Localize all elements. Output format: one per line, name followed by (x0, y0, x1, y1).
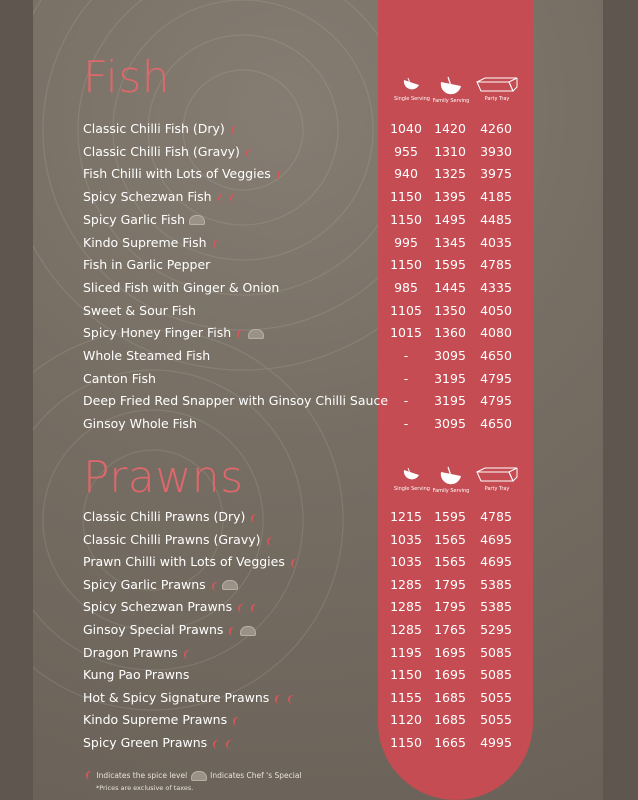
price-family: 1695 (434, 667, 466, 683)
party-tray-icon (467, 76, 527, 94)
dish-name (83, 667, 189, 682)
chili-icon: ❨ (209, 237, 221, 251)
chili-icon: ❨ (222, 738, 234, 751)
price-single: 1285 (390, 599, 422, 615)
chili-icon: ❨ (227, 124, 239, 137)
legend (84, 770, 302, 781)
dish-name (83, 690, 294, 705)
menu-row (0, 257, 638, 279)
dish-name-text: Deep Fried Red Snapper with Ginsoy Chilli Sauce (83, 393, 389, 409)
menu-row (0, 509, 638, 531)
price-family: 1345 (434, 234, 466, 250)
chili-icon: ❨ (284, 692, 296, 706)
price-family: 1795 (434, 576, 466, 592)
dish-name (83, 712, 240, 727)
chili-icon: ❨ (226, 625, 238, 638)
dish-name-text: Dragon Prawns (83, 644, 178, 660)
dish-name-text: Spicy Garlic Prawns (83, 576, 206, 592)
dish-name (83, 645, 190, 660)
dish-name-text: Spicy Garlic Fish (83, 211, 186, 227)
price-party: 4695 (480, 531, 512, 547)
chili-icon: ❨ (209, 738, 221, 751)
column-header-label: Family Serving (432, 488, 470, 494)
price-single: 1035 (390, 554, 422, 570)
price-single: 1285 (390, 576, 422, 592)
dish-name (83, 371, 156, 386)
dish-name (83, 166, 283, 181)
chili-icon: ❨ (287, 557, 299, 571)
price-single: 995 (394, 234, 418, 250)
menu-row (0, 554, 638, 576)
dish-name (83, 189, 236, 204)
price-single: 1150 (390, 189, 422, 205)
price-single: 1040 (390, 121, 422, 136)
menu-row (0, 348, 638, 370)
party-tray-icon (467, 466, 527, 484)
chili-icon: ❨ (226, 192, 238, 205)
dish-name (83, 393, 388, 408)
price-family: 1595 (434, 257, 466, 273)
chili-icon: ❨ (242, 146, 254, 160)
column-header-party (467, 76, 527, 102)
price-single: 1035 (390, 531, 422, 547)
price-single: 955 (394, 143, 418, 159)
price-party: 4785 (480, 257, 512, 273)
legend-spice-text: Indicates the spice level (96, 771, 188, 780)
menu-row (0, 645, 638, 667)
menu-row (0, 371, 638, 393)
dish-name (83, 577, 238, 592)
menu-row (0, 577, 638, 599)
price-single: 1150 (390, 211, 422, 227)
chef-hat-icon (240, 626, 256, 636)
dish-name (83, 622, 256, 637)
dish-name-text: Ginsoy Special Prawns (83, 622, 224, 637)
price-single: 1120 (390, 712, 422, 728)
price-single: 1105 (390, 302, 422, 318)
price-party: 3930 (480, 143, 512, 159)
dish-name-text: Spicy Schezwan Prawns (83, 599, 233, 615)
dish-name-text: Ginsoy Whole Fish (83, 416, 197, 432)
price-single: 1195 (390, 644, 422, 660)
price-family: 1695 (434, 644, 466, 660)
chili-icon: ❨ (263, 534, 275, 548)
dish-name-text: Classic Chilli Prawns (Gravy) (83, 531, 261, 547)
chili-icon: ❨ (234, 602, 246, 616)
dish-name (83, 416, 197, 431)
menu-row (0, 393, 638, 415)
price-single: 1150 (390, 257, 422, 273)
price-family: 1310 (434, 143, 466, 159)
column-header-label: Party Tray (484, 96, 510, 102)
dish-name-text: Spicy Green Prawns (83, 735, 208, 750)
price-party: 5055 (480, 689, 512, 705)
dish-name-text: Classic Chilli Fish (Dry) (83, 121, 225, 136)
column-header-label: Single Serving (394, 486, 430, 492)
price-party: 4260 (480, 121, 512, 136)
menu-row (0, 235, 638, 257)
price-family: 1395 (434, 189, 466, 205)
price-single: 1285 (390, 622, 422, 637)
column-header-label: Party Tray (484, 486, 510, 492)
dish-name-text: Fish in Garlic Pepper (83, 257, 211, 273)
column-header-label: Single Serving (394, 96, 430, 102)
price-single: 985 (394, 279, 418, 295)
menu-row (0, 599, 638, 621)
chili-icon: ❨ (233, 328, 245, 342)
dish-name-text: Sliced Fish with Ginger & Onion (83, 279, 280, 295)
price-family: 1795 (434, 599, 466, 615)
chili-icon: ❨ (229, 715, 241, 729)
chef-hat-icon (248, 329, 264, 339)
menu-row (0, 622, 638, 644)
price-party: 4650 (480, 348, 512, 363)
dish-name-text: Canton Fish (83, 370, 156, 386)
menu-row (0, 325, 638, 347)
price-party: 5385 (480, 599, 512, 615)
price-party: 3975 (480, 166, 512, 182)
price-family: 3195 (434, 393, 466, 409)
price-party: 5085 (480, 644, 512, 660)
price-party: 5055 (480, 712, 512, 728)
dish-name-text: Classic Chilli Prawns (Dry) (83, 509, 246, 524)
chili-icon: ❨ (82, 769, 94, 782)
price-family: 1325 (434, 166, 466, 182)
menu-row (0, 712, 638, 734)
dish-name (83, 280, 279, 295)
dish-name (83, 144, 252, 159)
price-family: 1765 (434, 622, 466, 637)
dish-name (83, 235, 219, 250)
dish-name (83, 257, 210, 272)
price-family: 3195 (434, 370, 466, 386)
section-title: Fish (83, 52, 171, 103)
menu-row (0, 416, 638, 438)
menu-row (0, 303, 638, 325)
price-single: 940 (394, 166, 418, 182)
chef-hat-icon (222, 580, 238, 590)
price-family: 1685 (434, 712, 466, 728)
dish-name (83, 509, 258, 524)
price-family: 1565 (434, 554, 466, 570)
price-party: 4185 (480, 189, 512, 205)
dish-name (83, 554, 297, 569)
price-family: 3095 (434, 348, 466, 363)
price-single: 1015 (390, 325, 422, 341)
menu-row (0, 166, 638, 188)
dish-name (83, 532, 273, 547)
price-party: 5385 (480, 576, 512, 592)
column-header-label: Family Serving (432, 98, 470, 104)
price-family: 1445 (434, 279, 466, 295)
dish-name-text: Kindo Supreme Fish (83, 234, 207, 250)
menu-row (0, 280, 638, 302)
menu-row (0, 667, 638, 689)
chili-icon: ❨ (208, 579, 220, 593)
price-party: 4485 (480, 211, 512, 227)
price-family: 1350 (434, 302, 466, 318)
column-header-party (467, 466, 527, 492)
price-single: 1150 (390, 735, 422, 750)
price-single: - (403, 370, 409, 386)
price-single: - (403, 416, 409, 432)
section-title: Prawns (83, 452, 244, 503)
price-party: 4050 (480, 302, 512, 318)
menu-row (0, 212, 638, 234)
chili-icon: ❨ (273, 169, 285, 183)
dish-name-text: Whole Steamed Fish (83, 348, 211, 363)
price-party: 4795 (480, 393, 512, 409)
chef-hat-icon (191, 771, 207, 781)
chili-icon: ❨ (180, 647, 192, 661)
price-family: 1665 (434, 735, 466, 750)
dish-name (83, 303, 196, 318)
dish-name-text: Kindo Supreme Prawns (83, 712, 228, 728)
dish-name-text: Hot & Spicy Signature Prawns (83, 689, 270, 705)
chef-hat-icon (189, 215, 205, 225)
dish-name-text: Spicy Honey Finger Fish (83, 325, 232, 341)
menu-row (0, 144, 638, 166)
dish-name (83, 325, 264, 340)
menu-row (0, 532, 638, 554)
price-party: 5295 (480, 622, 512, 637)
tax-note: *Prices are exclusive of taxes. (96, 784, 194, 792)
chili-icon: ❨ (214, 192, 226, 205)
legend-chef-text: Indicates Chef 's Special (210, 771, 302, 780)
menu-row (0, 121, 638, 143)
price-single: 1155 (390, 689, 422, 705)
price-party: 4785 (480, 509, 512, 524)
dish-name-text: Kung Pao Prawns (83, 667, 190, 683)
dish-name-text: Sweet & Sour Fish (83, 302, 196, 318)
price-party: 4795 (480, 370, 512, 386)
price-single: 1150 (390, 667, 422, 683)
dish-name-text: Classic Chilli Fish (Gravy) (83, 143, 240, 159)
chili-icon: ❨ (248, 512, 260, 525)
price-family: 1565 (434, 531, 466, 547)
dish-name-text: Fish Chilli with Lots of Veggies (83, 166, 271, 182)
menu-row (0, 690, 638, 712)
menu-row (0, 189, 638, 211)
price-party: 4035 (480, 234, 512, 250)
price-family: 1360 (434, 325, 466, 341)
price-party: 5085 (480, 667, 512, 683)
dish-name (83, 121, 237, 136)
price-family: 1685 (434, 689, 466, 705)
price-party: 4080 (480, 325, 512, 341)
dish-name (83, 735, 232, 750)
price-single: - (403, 348, 409, 363)
price-single: - (403, 393, 409, 409)
price-family: 1495 (434, 211, 466, 227)
menu-row (0, 735, 638, 757)
dish-name-text: Spicy Schezwan Fish (83, 189, 212, 205)
price-family: 3095 (434, 416, 466, 432)
dish-name (83, 348, 210, 363)
price-family: 1595 (434, 509, 466, 524)
price-party: 4695 (480, 554, 512, 570)
dish-name-text: Prawn Chilli with Lots of Veggies (83, 554, 285, 570)
price-single: 1215 (390, 509, 422, 524)
chili-icon: ❨ (247, 602, 259, 616)
price-party: 4650 (480, 416, 512, 432)
price-family: 1420 (434, 121, 466, 136)
price-party: 4335 (480, 279, 512, 295)
dish-name (83, 599, 257, 614)
dish-name (83, 212, 205, 227)
price-party: 4995 (480, 735, 512, 750)
chili-icon: ❨ (272, 692, 283, 706)
